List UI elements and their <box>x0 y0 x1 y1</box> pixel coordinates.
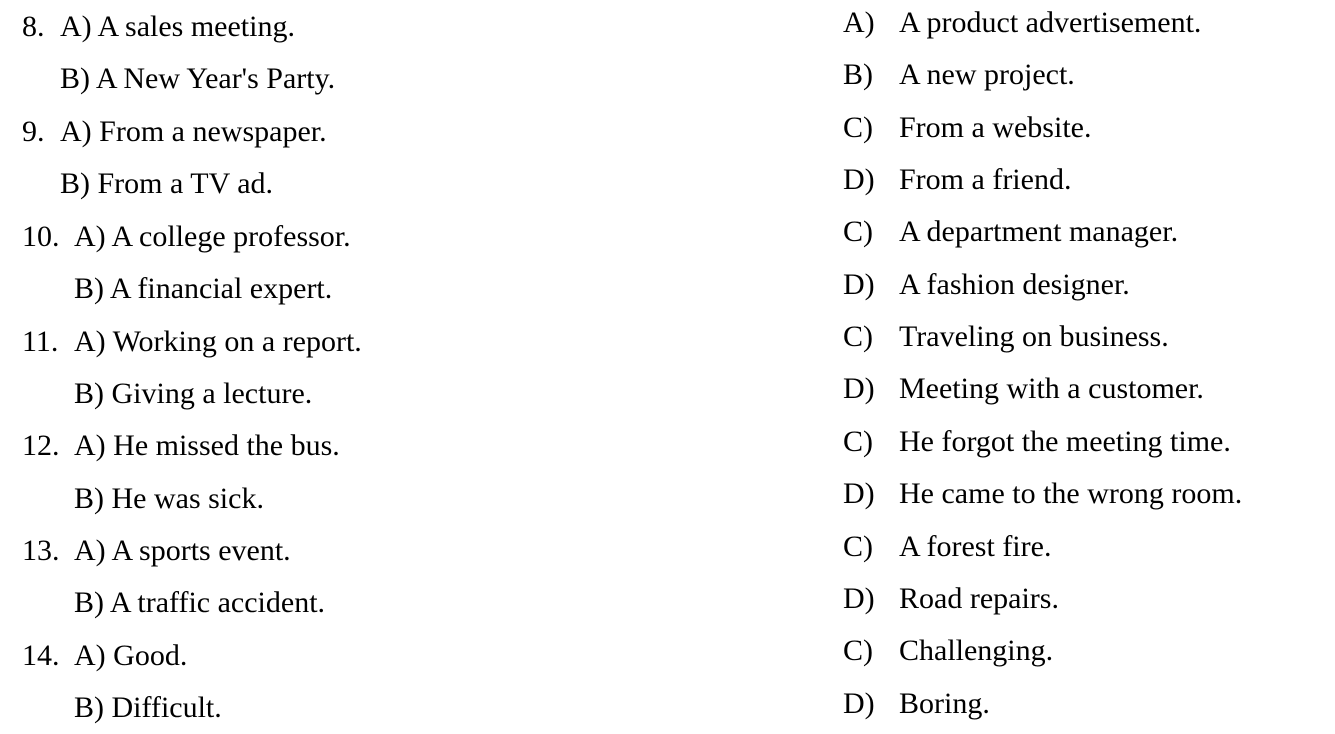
option-label: B) <box>74 272 104 305</box>
option-label: A) <box>60 10 92 43</box>
question-10-option-b <box>74 274 332 304</box>
question-11-option-b <box>74 379 312 409</box>
option-label: B) <box>74 586 104 619</box>
question-12-option-a <box>22 431 340 461</box>
question-12-option-b <box>74 484 264 514</box>
option-text: Traveling on business. <box>899 320 1169 353</box>
option-text: Challenging. <box>899 634 1054 667</box>
option-text: A college professor. <box>111 220 351 253</box>
option-text: He came to the wrong room. <box>899 477 1243 510</box>
option-text: A forest fire. <box>899 530 1052 563</box>
option-text: From a TV ad. <box>97 167 274 200</box>
option-label: D) <box>843 163 875 196</box>
option-label: A) <box>74 220 106 253</box>
option-label: C) <box>843 320 873 353</box>
option-label: A) <box>74 639 106 672</box>
question-number: 10. <box>22 220 60 253</box>
option-label: C) <box>843 425 873 458</box>
option-text: A product advertisement. <box>899 6 1202 39</box>
option-text: He was sick. <box>111 482 264 515</box>
question-11-option-c <box>843 322 1169 352</box>
option-label: B) <box>843 58 873 91</box>
option-label: D) <box>843 268 875 301</box>
question-9-option-d <box>843 165 1071 195</box>
option-label: A) <box>74 534 106 567</box>
option-label: B) <box>74 482 104 515</box>
option-label: B) <box>60 62 90 95</box>
option-text: Meeting with a customer. <box>899 372 1204 405</box>
question-9-option-b <box>60 169 273 199</box>
option-label: A) <box>60 115 92 148</box>
question-11-option-d <box>843 374 1204 404</box>
question-13-option-d <box>843 584 1059 614</box>
question-14-option-d <box>843 689 990 719</box>
option-text: A financial expert. <box>109 272 333 305</box>
question-13-option-b <box>74 588 325 618</box>
question-12-option-d <box>843 479 1242 509</box>
question-number: 11. <box>22 325 59 358</box>
question-14-option-b <box>74 693 222 723</box>
question-14-option-c <box>843 636 1053 666</box>
option-text: A sports event. <box>111 534 291 567</box>
question-13-option-a <box>22 536 291 566</box>
option-text: He forgot the meeting time. <box>899 425 1231 458</box>
option-label: A) <box>843 6 875 39</box>
option-text: A traffic accident. <box>109 586 326 619</box>
option-label: B) <box>60 167 90 200</box>
option-label: A) <box>74 429 106 462</box>
question-number: 13. <box>22 534 60 567</box>
option-label: B) <box>74 377 104 410</box>
option-text: A department manager. <box>899 215 1179 248</box>
question-14-option-a <box>22 641 187 671</box>
option-text: A fashion designer. <box>899 268 1130 301</box>
option-text: Giving a lecture. <box>111 377 313 410</box>
question-8-option-d <box>843 60 1075 90</box>
option-label: D) <box>843 477 875 510</box>
question-12-option-c <box>843 427 1231 457</box>
option-text: From a friend. <box>899 163 1072 196</box>
option-label: C) <box>843 111 873 144</box>
question-number: 12. <box>22 429 60 462</box>
option-label: D) <box>843 372 875 405</box>
question-8-option-c <box>843 8 1201 38</box>
option-text: Difficult. <box>111 691 222 724</box>
option-text: Working on a report. <box>112 325 362 358</box>
option-text: Good. <box>113 639 188 672</box>
option-label: A) <box>74 325 106 358</box>
question-9-option-c <box>843 113 1091 143</box>
question-number: 8. <box>22 10 45 43</box>
question-number: 14. <box>22 639 60 672</box>
question-number: 9. <box>22 115 45 148</box>
option-label: D) <box>843 687 875 720</box>
option-text: A New Year's Party. <box>95 62 336 95</box>
question-13-option-c <box>843 532 1051 562</box>
option-label: C) <box>843 634 873 667</box>
question-9-option-a <box>22 117 327 147</box>
question-8-option-b <box>60 64 335 94</box>
question-11-option-a <box>22 327 362 357</box>
option-text: Road repairs. <box>899 582 1059 615</box>
option-text: From a newspaper. <box>99 115 327 148</box>
option-text: A sales meeting. <box>97 10 295 43</box>
option-label: C) <box>843 215 873 248</box>
option-text: He missed the bus. <box>113 429 340 462</box>
option-text: Boring. <box>899 687 990 720</box>
option-text: A new project. <box>899 58 1075 91</box>
question-10-option-a <box>22 222 351 252</box>
question-8-option-a <box>22 12 295 42</box>
option-label: B) <box>74 691 104 724</box>
option-label: C) <box>843 530 873 563</box>
option-text: From a website. <box>899 111 1092 144</box>
option-label: D) <box>843 582 875 615</box>
question-10-option-d <box>843 270 1130 300</box>
question-10-option-c <box>843 217 1178 247</box>
